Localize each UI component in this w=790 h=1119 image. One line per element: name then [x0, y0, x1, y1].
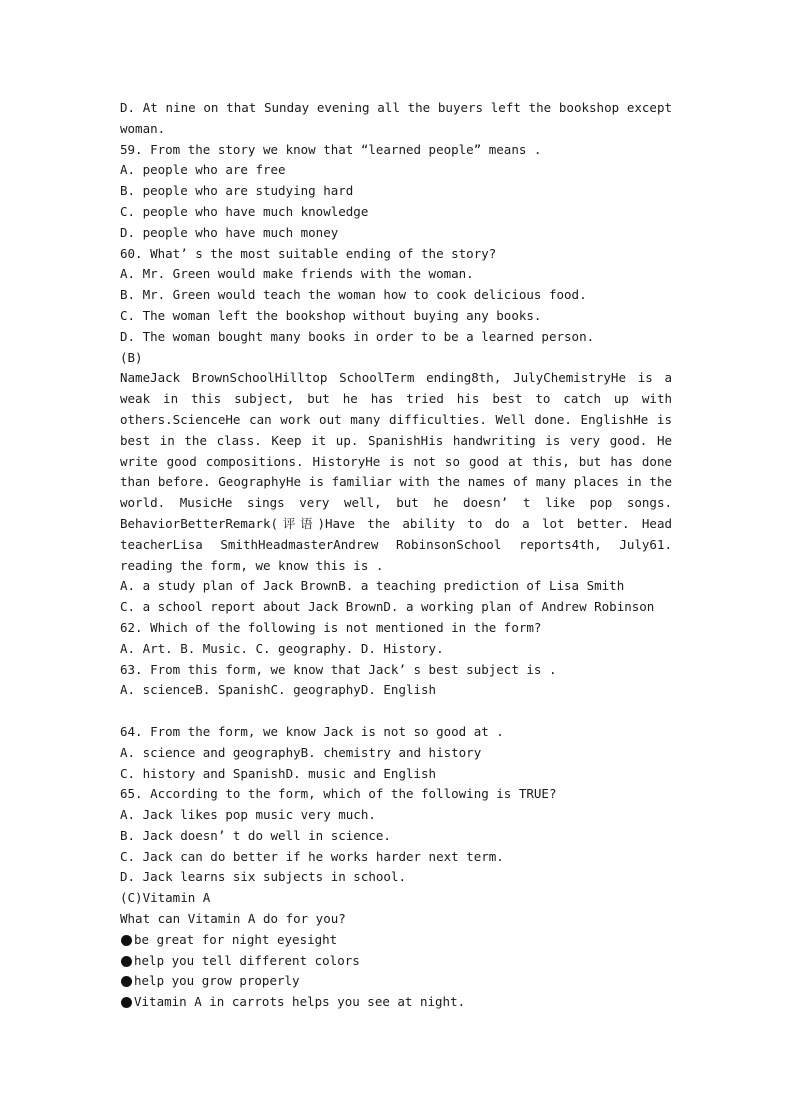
passage-line: reading the form, we know this is .	[120, 557, 384, 573]
section-c-question: What can Vitamin A do for you?	[120, 911, 346, 927]
q65-option-b: B. Jack doesn’ t do well in science.	[120, 827, 391, 843]
q60-option-c: C. The woman left the bookshop without buying any books.	[120, 307, 542, 323]
document-page	[120, 98, 672, 1013]
bullet-text: help you grow properly	[134, 973, 300, 989]
q65-option-a: A. Jack likes pop music very much.	[120, 807, 376, 823]
q63-stem: 63. From this form, we know that Jack’ s best subject is .	[120, 661, 557, 677]
passage-line: write good compositions. HistoryHe is not so good at this, but has done	[120, 453, 672, 469]
q63-options: A. scienceB. SpanishC. geographyD. English	[120, 682, 437, 698]
section-c-label: (C)Vitamin A	[120, 890, 211, 906]
q59-option-b: B. people who are studying hard	[120, 183, 354, 199]
q59-stem: 59. From the story we know that “learned people” means .	[120, 141, 542, 157]
bullet-item	[120, 930, 672, 951]
bullet-item	[120, 992, 672, 1013]
passage-line: BehaviorBetterRemark(评语)Have the ability to do a lot better. Head	[120, 515, 672, 531]
bullet-item	[120, 951, 672, 972]
blank-line	[120, 701, 672, 722]
q60-option-b: B. Mr. Green would teach the woman how to cook delicious food.	[120, 287, 587, 303]
q61-option-cd: C. a school report about Jack BrownD. a working plan of Andrew Robinson	[120, 599, 655, 615]
q59-option-c: C. people who have much knowledge	[120, 203, 369, 219]
q62-stem: 62. Which of the following is not mentioned in the form?	[120, 619, 542, 635]
q59-option-a: A. people who are free	[120, 162, 286, 178]
q64-stem: 64. From the form, we know Jack is not so good at .	[120, 723, 504, 739]
q62-options: A. Art. B. Music. C. geography. D. History.	[120, 640, 444, 656]
passage-line: weak in this subject, but he has tried his best to catch up with	[120, 391, 672, 407]
q58-option-d-line1: D. At nine on that Sunday evening all the buyers left the bookshop except	[120, 100, 672, 115]
passage-line: others.ScienceHe can work out many difficulties. Well done. EnglishHe is	[120, 411, 672, 427]
passage-line: than before. GeographyHe is familiar with the names of many places in the	[120, 474, 672, 490]
q58-option-d-line2: woman.	[120, 120, 166, 136]
bullet-icon	[121, 976, 132, 987]
q59-option-d: D. people who have much money	[120, 224, 339, 240]
bullet-item	[120, 971, 672, 992]
passage-line: teacherLisa SmithHeadmasterAndrew RobinsonSchool reports4th, July61.	[120, 536, 672, 552]
bullet-text: help you tell different colors	[134, 952, 360, 968]
q60-option-d: D. The woman bought many books in order to be a learned person.	[120, 328, 595, 344]
q65-stem: 65. According to the form, which of the following is TRUE?	[120, 786, 557, 802]
q64-option-cd: C. history and SpanishD. music and English	[120, 765, 437, 781]
bullet-text: Vitamin A in carrots helps you see at night.	[134, 994, 466, 1010]
section-b-label: (B)	[120, 349, 143, 365]
q60-option-a: A. Mr. Green would make friends with the woman.	[120, 266, 474, 282]
bullet-icon	[121, 935, 132, 946]
passage-line: NameJack BrownSchoolHilltop SchoolTerm ending8th, JulyChemistryHe is a	[120, 370, 672, 386]
q64-option-ab: A. science and geographyB. chemistry and history	[120, 744, 482, 760]
bullet-icon	[121, 997, 132, 1008]
q61-option-ab: A. a study plan of Jack BrownB. a teaching prediction of Lisa Smith	[120, 578, 625, 594]
passage-line: world. MusicHe sings very well, but he doesn’ t like pop songs.	[120, 495, 672, 511]
q60-stem: 60. What’ s the most suitable ending of the story?	[120, 245, 497, 261]
bullet-icon	[121, 956, 132, 967]
q65-option-d: D. Jack learns six subjects in school.	[120, 869, 406, 885]
bullet-text: be great for night eyesight	[134, 931, 338, 947]
q65-option-c: C. Jack can do better if he works harder next term.	[120, 848, 504, 864]
passage-line: best in the class. Keep it up. SpanishHis handwriting is very good. He	[120, 432, 672, 448]
